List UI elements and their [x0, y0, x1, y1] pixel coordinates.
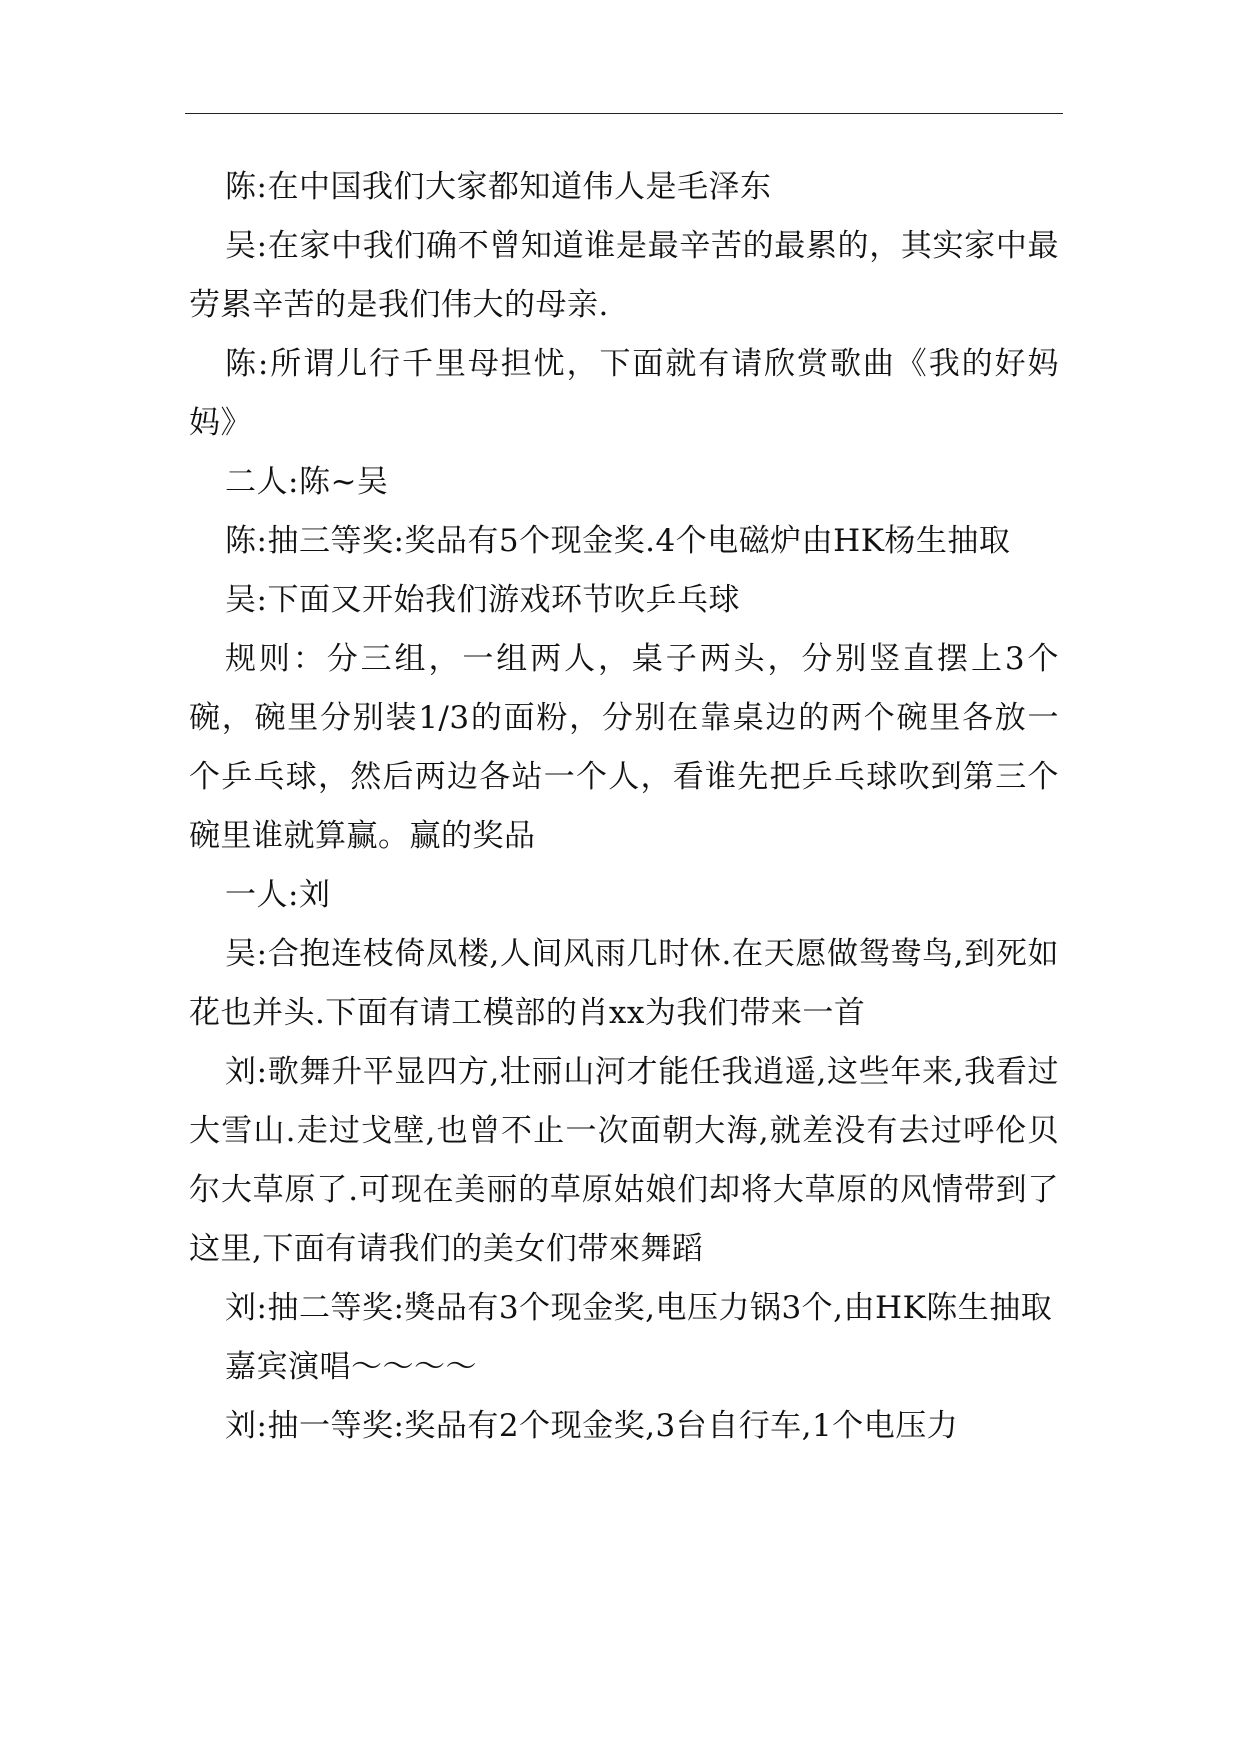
paragraph: 吴:在家中我们确不曾知道谁是最辛苦的最累的，其实家中最劳累辛苦的是我们伟大的母亲. [189, 228, 1059, 323]
paragraph: 二人:陈~吴 [225, 464, 389, 500]
paragraph: 陈:抽三等奖:奖品有5个现金奖.4个电磁炉由HK杨生抽取 [225, 523, 1011, 559]
paragraph: 吴:合抱连枝倚凤楼,人间风雨几时休.在天愿做鸳鸯鸟,到死如花也并头.下面有请工模部的肖xx为我们带来一首 [189, 936, 1059, 1031]
paragraph: 规则：分三组，一组两人，桌子两头，分别竖直摆上3个碗，碗里分别装1/3的面粉，分别在靠桌边的两个碗里各放一个乒乓球，然后两边各站一个人，看谁先把乒乓球吹到第三个碗里谁就算赢。赢的奖品 [189, 641, 1059, 854]
document-body [189, 158, 1059, 1456]
paragraph: 嘉宾演唱～～～～ [225, 1349, 477, 1385]
paragraph: 陈:所谓儿行千里母担忧，下面就有请欣赏歌曲《我的好妈妈》 [189, 346, 1059, 441]
paragraph: 刘:抽二等奖:獎品有3个现金奖,电压力锅3个,由HK陈生抽取 [225, 1290, 1053, 1326]
paragraph: 吴:下面又开始我们游戏环节吹乒乓球 [225, 582, 740, 618]
header-rule [185, 113, 1063, 114]
paragraph: 一人:刘 [225, 877, 331, 913]
paragraph: 刘:歌舞升平显四方,壮丽山河才能任我逍遥,这些年来,我看过大雪山.走过戈壁,也曾不止一次面朝大海,就差没有去过呼伦贝尔大草原了.可现在美丽的草原姑娘们却将大草原的风情带到了这里,下面有请我们的美女们带來舞蹈 [189, 1054, 1059, 1267]
paragraph: 刘:抽一等奖:奖品有2个现金奖,3台自行车,1个电压力 [225, 1408, 959, 1444]
paragraph: 陈:在中国我们大家都知道伟人是毛泽东 [225, 169, 772, 205]
